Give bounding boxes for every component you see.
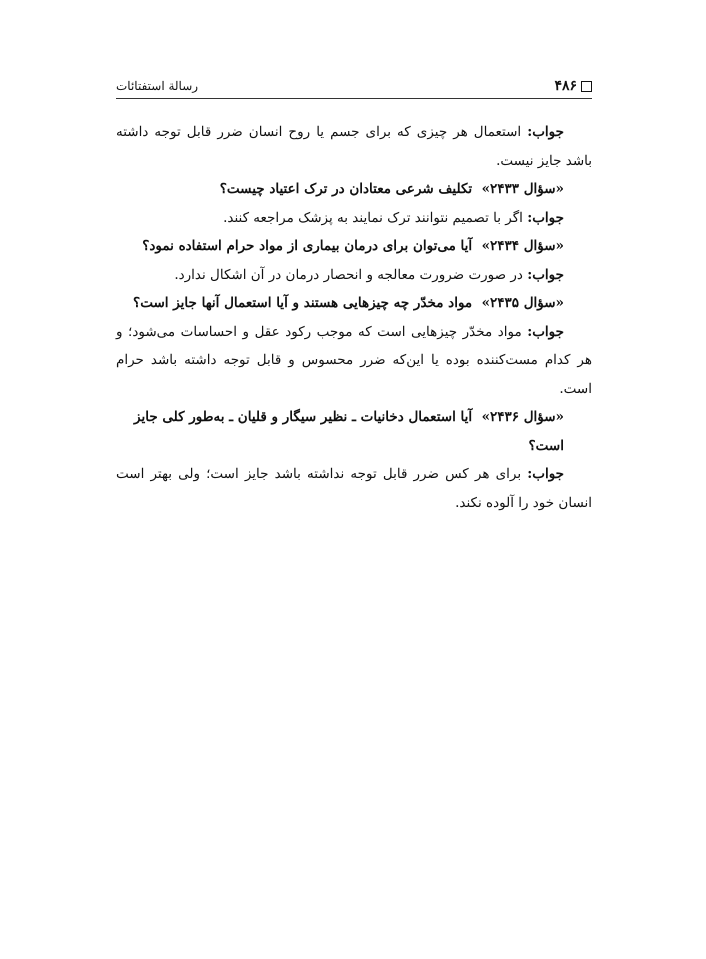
answer-text: مواد مخدّر چیزهایی است که موجب رکود عقل و احساسات می‌شود؛ و هر کدام مست‌کننده بوده یا این‌که ضرر محسوس و قابل توجه داشته باشد حرام است. [116, 323, 592, 397]
question-number: «سؤال ۲۴۳۴» [481, 238, 564, 254]
answer-text: در صورت ضرورت معالجه و انحصار درمان در آن اشکال ندارد. [174, 266, 523, 283]
answer-paragraph [116, 261, 592, 290]
running-title: رسالة استفتائات [116, 79, 199, 93]
answer-label: جواب: [527, 209, 564, 226]
page-body [116, 118, 592, 517]
question-text: آیا استعمال دخانیات ـ نظیر سیگار و قلیان ـ به‌طور کلی جایز است؟ [134, 409, 564, 454]
question-text: مواد مخدّر چه چیزهایی هستند و آیا استعمال آنها جایز است؟ [133, 295, 473, 311]
page-number: ۴۸۶ [554, 78, 577, 94]
page-number-group [554, 78, 592, 94]
answer-paragraph [116, 204, 592, 233]
answer-paragraph [116, 318, 592, 404]
question-heading [116, 403, 592, 460]
answer-paragraph [116, 460, 592, 517]
question-number: «سؤال ۲۴۳۳» [481, 181, 564, 197]
question-text: تکلیف شرعی معتادان در ترک اعتیاد چیست؟ [219, 181, 473, 197]
question-number: «سؤال ۲۴۳۵» [481, 295, 564, 311]
answer-label: جواب: [527, 266, 564, 283]
question-text: آیا می‌توان برای درمان بیماری از مواد حرام استفاده نمود؟ [142, 238, 473, 254]
answer-paragraph [116, 118, 592, 175]
square-bullet-icon [581, 81, 592, 92]
page-header [116, 76, 592, 99]
question-heading [116, 175, 592, 204]
question-number: «سؤال ۲۴۳۶» [481, 409, 564, 425]
answer-label: جواب: [527, 323, 564, 340]
question-heading [116, 232, 592, 261]
answer-text: استعمال هر چیزی که برای جسم یا روح انسان ضرر قابل توجه داشته باشد جایز نیست. [116, 124, 592, 169]
answer-text: برای هر کس ضرر قابل توجه نداشته باشد جایز است؛ ولی بهتر است انسان خود را آلوده نکند. [116, 466, 592, 511]
answer-label: جواب: [527, 124, 564, 140]
question-heading [116, 289, 592, 318]
answer-text: اگر با تصمیم نتوانند ترک نمایند به پزشک مراجعه کنند. [223, 209, 523, 226]
answer-label: جواب: [527, 466, 565, 482]
